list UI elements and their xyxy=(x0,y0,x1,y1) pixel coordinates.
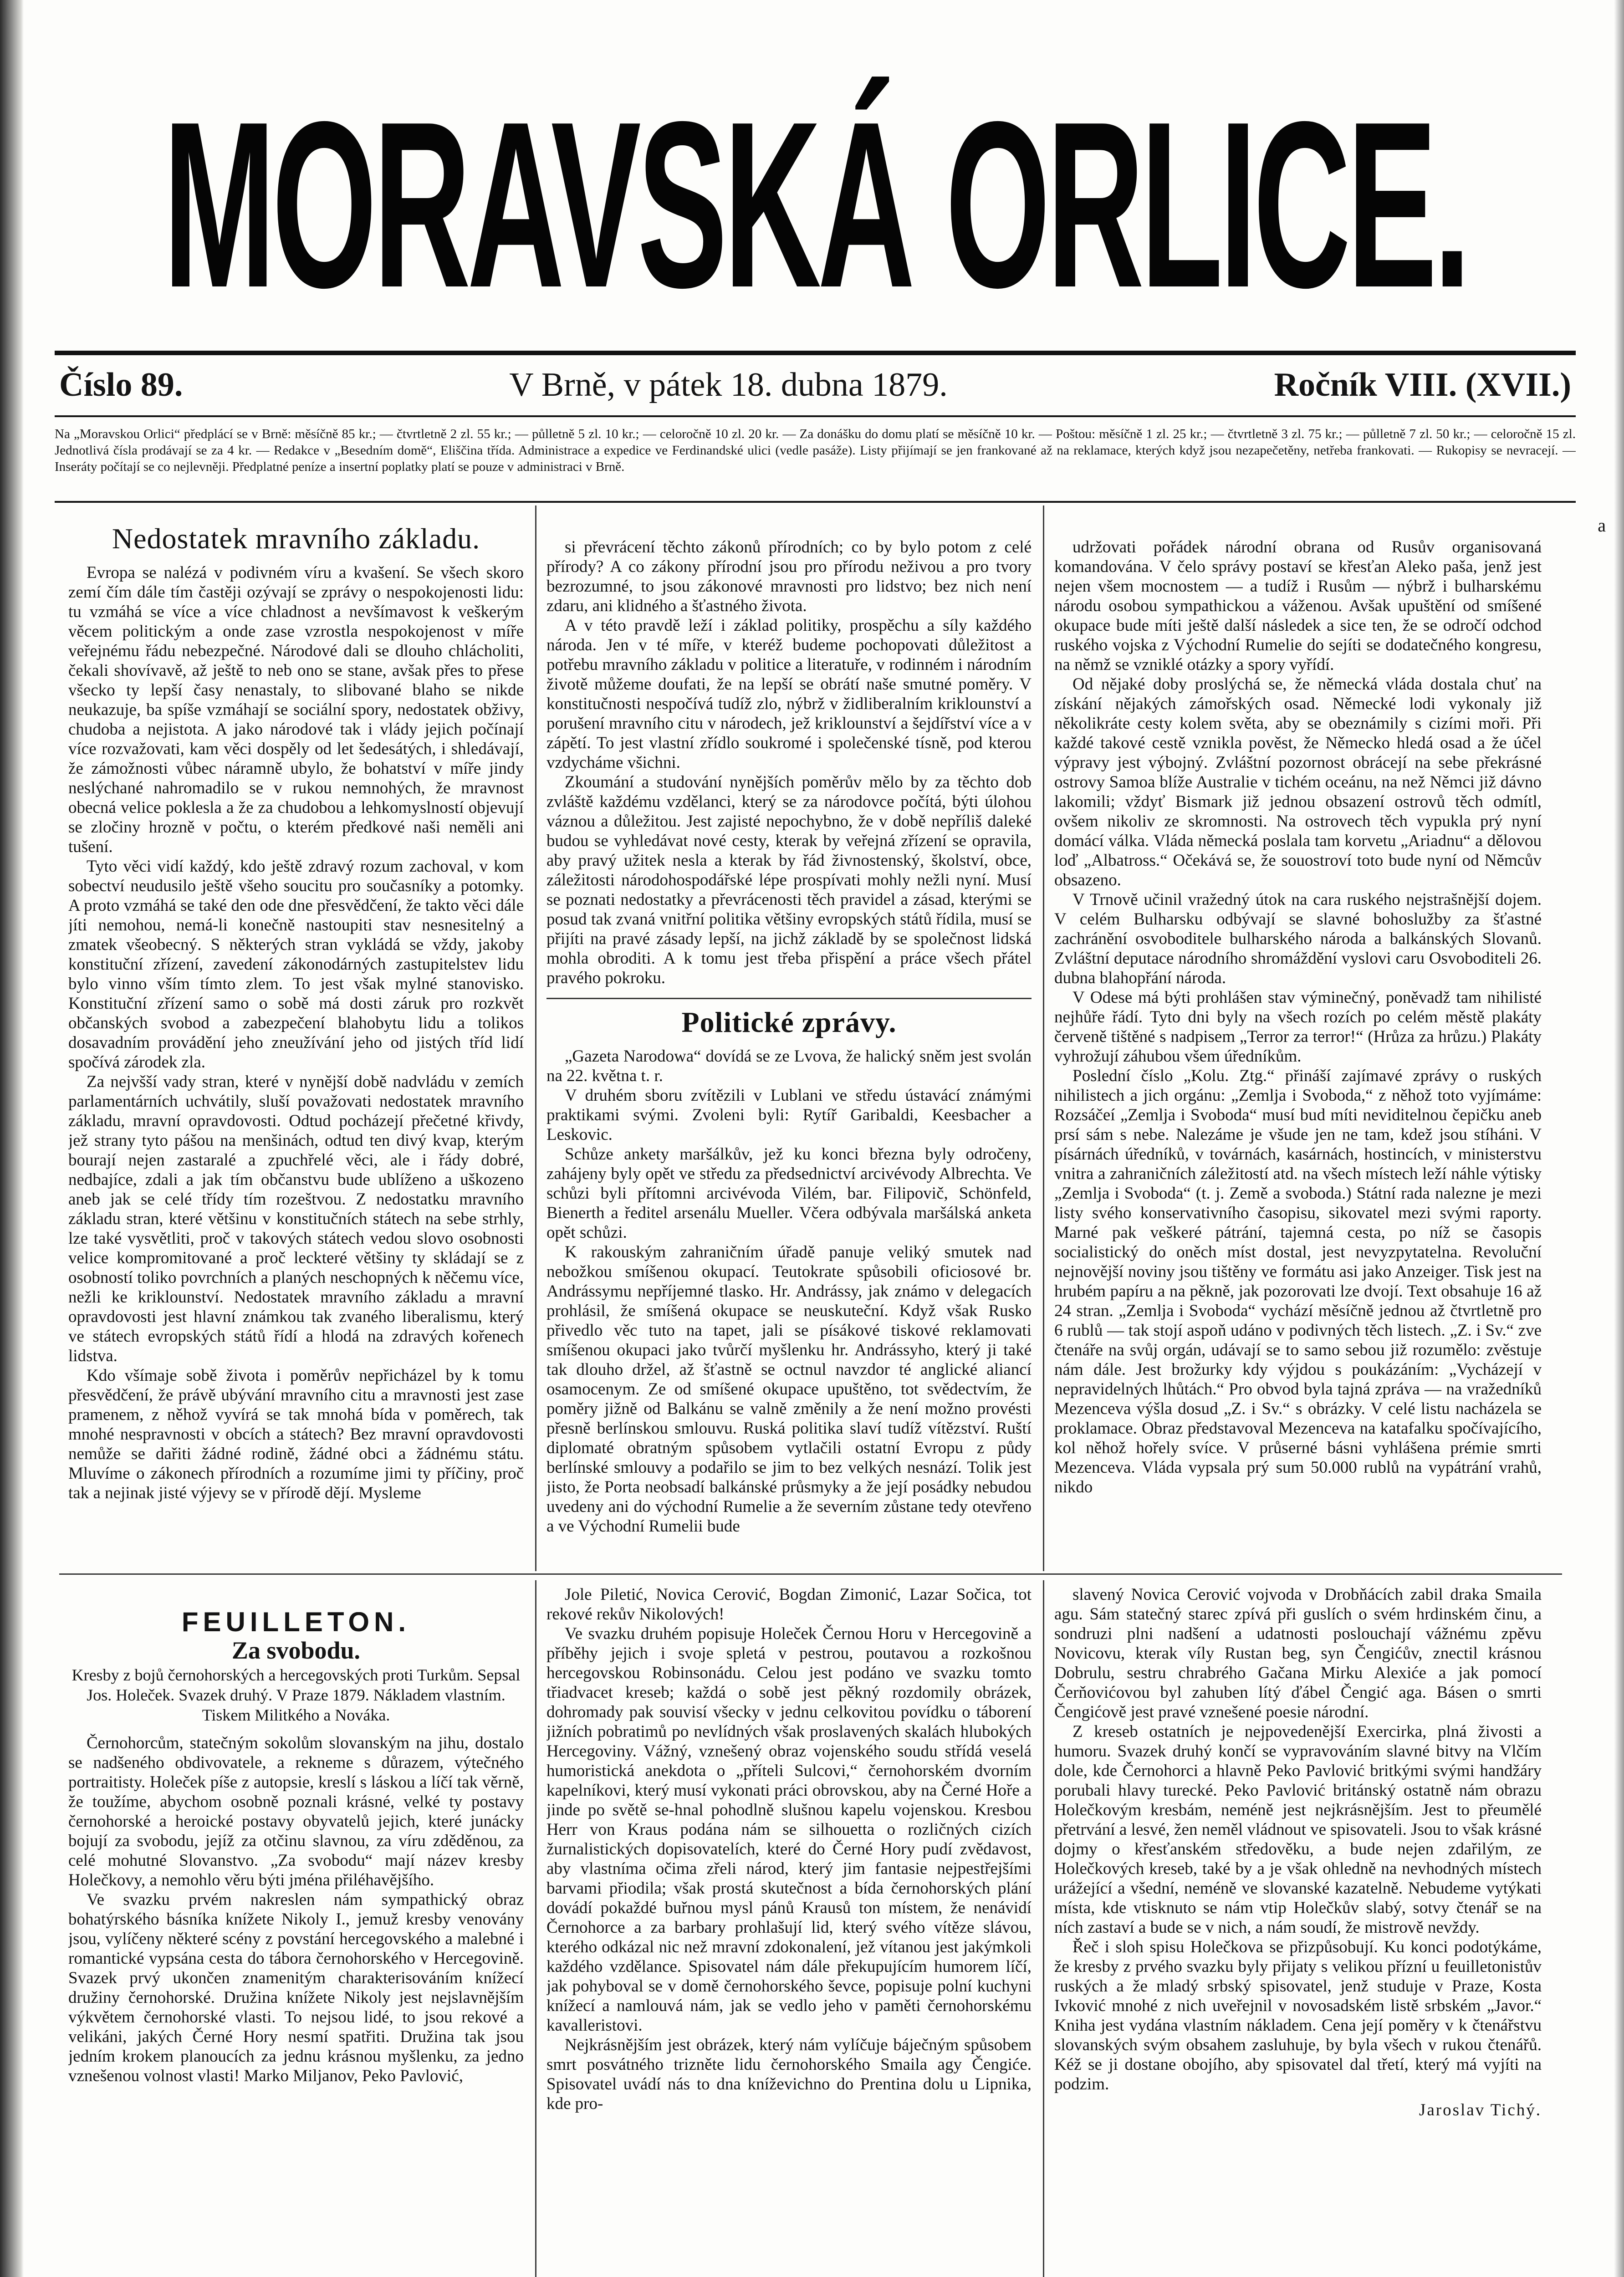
feuilleton-paragraph: Z kreseb ostatních je nejpovedenější Exercirka, plná živosti a humoru. Svazek druhý končí se vypravováním slavné bitvy na Vlčím dole, kde Černohorci a hlavně Peko Pavlović britkými svými handžáry porubali hlavy turecké. Peko Pavlović británský ostatně nám obrazu Holečkovým kresbám, neméně jest nejkrásnějším. Jest to přeumělé přetrvání a lesvé, žen neměl vládnout ve spisovateli. Jsou to však krásné dojmy o křesťanském středověku, a bude nejen zdařilým, ze Holečkových kreseb, také by a je však ohledně na nevhodných místech urážející a všední, neméně ve slovanské kazatelně. Nebudeme vytýkati místa, kde vtisknuto se nám vtip Holečkův slabý, sotvy čtenář se na ních zastaví a bude se v nich, a nám soudí, že mistrově nevždy. xyxy=(1054,1722,1542,1937)
news-item: V Odese má býti prohlášen stav výminečný, poněvadž tam nihilisté nejhůře řádí. Tyto dni byly na všech rozích po celém městě plakáty červeně tištěné s nadpisem „Terror za terror!“ (Hrůza za hrůzu.) Plakáty vyhrožují záhubou všem úředníkům. xyxy=(1054,988,1542,1066)
article-paragraph: Evropa se nalézá v podivném víru a kvašení. Se všech skoro zemí čím dále tím častěji ozývají se zprávy o nespokojenosti lidu: tu vzmáhá se více a více chladnost a nevšímavost k veškerým věcem politickým a onde zase vzrostla nespokojenost v míře veřejnému řádu nebezpečné. Národové dali se dlouho chlácholiti, čekali shovívavě, až ještě to neb ono se stane, avšak přes to přese všecko ty lepší časy nenastaly, to slibované blaho se nikde neukazuje, ba spíše vzmáhají se sociální spory, nedostatek obživy, chudoba a nejistota. A jako národové tak i vlády jejich počínají více rozvažovati, kam věci dospěly od let šedesátých, i shledávají, že zámožnosti vůbec náramně ubylo, že bohatství v míře jindy neslýchané nahromadilo se v rukou nemnohých, že mravnost obecná velice poklesla a že za chudobou a lehkomyslností objevují se zločiny hrozně v počtu, o kterém předkové naši neměli ani tušení. xyxy=(68,563,524,856)
scan-edge-shadow xyxy=(1614,0,1624,2277)
article-paragraph: A v této pravdě leží i základ politiky, prospěchu a síly každého národa. Jen v té míře, v kteréž budeme pochopovati důležitost a potřebu mravního základu v politice a literatuře, v rodinném i národním životě můžeme doufati, že na lepší se obrátí naše smutné poměry. V konstitučnosti nespočívá tudíž zlo, nýbrž v židliberalním kriklounství a porušení mravního citu v národech, jež kriklounství a šejdířství více a v zápětí. To jest vlastní zřídlo soukromé i společenské tísně, pod kterou vzdycháme všichni. xyxy=(546,616,1032,772)
column-rule-1 xyxy=(535,505,536,1571)
issue-number: Číslo 89. xyxy=(59,366,183,403)
news-item: V druhém sboru zvítězili v Lublani ve středu ústavácí známými praktikami svými. Zvoleni byli: Rytíř Garibaldi, Keesbacher a Leskovic. xyxy=(546,1086,1032,1144)
feuilleton-column-3 xyxy=(1054,1585,1542,2277)
news-item: udržovati pořádek národní obrana od Rusův organisovaná komandována. V čelo správy postaví se křesťan Aleko paša, jenž jest nejen všem mocnostem — a tudíž i Rusům — nýbrž i bulharskému národu osobou sympathickou a váženou. Avšak upuštění od smíšené okupace bude míti ještě další následek a sice ten, že se odročí odchod ruského vojska z Východní Rumelie do sejíti se dodatečného kongresu, na němž se vzniklé otázky a spory vyřídí. xyxy=(1054,538,1542,674)
article-paragraph: Kdo všímaje sobě života i poměrův nepřicházel by k tomu přesvědčení, že právě ubývání mravního citu a mravnosti jest zase pramenem, z něhož vyvírá se tak mnohá bída v poměrech, tak mnohé nespravnosti v obcích a státech? Bez mravní opravdovosti nemůže se dařiti žádné rodině, žádné obci a žádnému státu. Mluvíme o zákonech přírodních a rozumíme jimi ty příčiny, proč tak a nejinak jisté výjevy se v přírodě dějí. Mysleme xyxy=(68,1366,524,1502)
news-item: Poslední číslo „Kolu. Ztg.“ přináší zajímavé zprávy o ruských nihilistech a jich orgánu: „Zemlja i Svoboda,“ z něhož toto vyjímáme: Rozsáčeí „Zemlja i Svoboda“ musí bud míti neviditelnou čepičku aneb prsí sám s nebe. Nalezáme je všude jen ne tam, kdež jsou stíháni. V písárnách úředníků, v továrnách, kasárnách, hostincích, v ministerstvu vnitra a zahraničních záležitostí atd. na všech místech leží náhle výtisky „Zemlja i Svoboda“ (t. j. Země a svoboda.) Státní rada nalezne je mezi listy svého konservativního časopisu, sikovatel mezi svými raporty. Marné pak veškeré pátrání, tajemná cesta, po níž se časopis socialistický do oněch míst dostal, jest nevyzpytatelna. Revoluční nejnovější noviny jsou tištěny ve formátu asi jako Anzeiger. Tisk jest na hrubém papíru a na pěkně, jak pozorovati lze dvojí. Text obsahuje 16 až 24 stran. „Zemlja i Svoboda“ vychází měsíčně jednou až čtvrtletně pro 6 rublů — tak stojí aspoň udáno v podivných těch listech. „Z. i Sv.“ zve čtenáře na svůj orgán, udávají se to samo sebou již rozumělo: zvěstuje nám dále. Jest brožurky kdy výjdou s poukázáním: „Vycházejí v nepravidelných lhůtách.“ Pro obvod byla tajná zpráva — na vražedníků Mezenceva výšla dosud „Z. i Sv.“ s obrázky. V celé listu nacházela se proklamace. Obraz představoval Mezenceva na katafalku spočívajícího, kol něhož hořely svíce. V průserné básni vyhlášena prémie smrti Mezenceva. Vláda vypsala prý sum 50.000 rublů na vypátrání vrahů, nikdo xyxy=(1054,1067,1542,1496)
politics-headline: Politické zprávy. xyxy=(546,998,1032,1042)
feuilleton-heading: FEUILLETON. xyxy=(181,1612,411,1637)
feuilleton-column-1 xyxy=(68,1612,524,2277)
page-binding-shadow xyxy=(0,0,24,2277)
feuilleton-paragraph: Řeč i sloh spisu Holečkova se přizpůsobují. Ku konci podotýkáme, že kresby z prvého svazku byly přijaty s velikou přízní u feuilletonistův ruských a že mladý srbský spisovatel, jenž studuje v Praze, Kosta Ivković mnohé z nich uveřejnil v novosadském listě srbském „Javor.“ Kniha jest vydána vlastním nákladem. Cena její poměry v k čtenářstvu slovanských svým obsahem zasluhuje, by byla všech v rukou čtenářů. Kéž se ji dostane obojího, aby spisovatel dal třetí, který má vyjíti na podzim. xyxy=(1054,1938,1542,2093)
masthead-title: MORAVSKÁ ORLICE. xyxy=(163,72,1467,337)
subscription-notice: Na „Moravskou Orlici“ předplácí se v Brně: měsíčně 85 kr.; — čtvrtletně 2 zl. 55 kr.; — půlletně 5 zl. 10 kr.; — celoročně 10 zl. 20 kr. — Za donášku do domu platí se měsíčně 10 kr. — Poštou: měsíčně 1 zl. 25 kr.; — čtvrtletně 3 zl. 75 kr.; — půlletně 7 zl. 50 kr.; — celoročně 15 zl. Jednotlivá čísla prodávají se za 4 kr. — Redakce v „Besedním domě“, Eliščina třída. Administrace a expedice ve Ferdinandské ulici (vedle pasáže). Listy přijímají se jen frankované až na reklamace, kterých když jsou nezapečetěny, netřeba frankovati. — Rukopisy se nevracejí. — Inseráty počítají se co nejlevněji. Předplatné peníze a insertní poplatky platí se pouze v administraci v Brně. xyxy=(55,427,1576,474)
column-rule-4 xyxy=(1043,1580,1044,2277)
masthead xyxy=(55,68,1576,342)
subscription-rule xyxy=(55,501,1576,503)
news-item: Schůze ankety maršálkův, jež ku konci března byly odročeny, zahájeny byly opět ve středu za předsednictví arcivévody Albrechta. Ve schůzi byli přítomni arcivévoda Vilém, bar. Filipovič, Schönfeld, Bienerth a ředitel arsenálu Mueller. Včera odbývala maršálská anketa opět schůzi. xyxy=(546,1145,1032,1242)
feuilleton-paragraph: Jole Piletić, Novica Cerović, Bogdan Zimonić, Lazar Sočica, tot rekové rekův Nikolových! xyxy=(546,1585,1032,1624)
column-rule-3 xyxy=(535,1580,536,2277)
feuilleton-paragraph: Nejkrásnějším jest obrázek, který nám vylíčuje báječným spůsobem smrt posvátného trizněte lidu černohorského Smaila agy Čengiće. Spisovatel uvádí nás to dna kníževichno do Prentina dolu u Lipnika, kde pro- xyxy=(546,2036,1032,2113)
feuilleton-paragraph: Černohorcům, statečným sokolům slovanským na jihu, dostalo se nadšeného obdivovatele, a rekneme s důrazem, výtečného portraitisty. Holeček píše z autopsie, kreslí s láskou a líčí tak věrně, že toužíme, abychom osobně poznali krásné, velké ty postavy černohorské a heroické postavy obyvatelů jejich, které junácky bojují za svobodu, jejíž za otčinu slavnou, za víru zděděnou, za celé mohutné Slovanstvo. „Za svobodu“ mají název kresby Holečkovy, a nemohlo věru býti jména přiléhavějšího. xyxy=(68,1734,524,1889)
margin-glyph: a xyxy=(1598,515,1606,536)
news-item: K rakouským zahraničním úřadě panuje veliký smutek nad nebožkou smíšenou okupací. Teutokrate spůsobili oficiosové br. Andrássymu nepříjemné tlasko. Hr. Andrássy, jak známo v delegacích prohlásil, že smíšená okupace se neuskuteční. Když však Rusko přivedlo věc tuto na tapet, jali se písákové tiskové reklamovati smíšenou okupaci jako tvůrčí myšlenku hr. Andrássyho, který ji také tak dlouho držel, až šťastně se octnul navzdor té anglické aliancí osamocenym. Ze od smíšené okupace upuštěno, tot svědectvím, že poměry jižně od Balkánu se valně změnily a že není možno provésti přesně berlínskou smlouvu. Ruská politika slaví tudíž vítězství. Ruští diplomaté obratným spůsobem vytlačili ostatní Evropu z půdy berlínské smlouvy a podařilo se jim to bez velkých nesnází. Tolik jest jisto, že Porta neobsadí balkánské průsmyky a že její posádky nebudou uvedeny ani do východní Rumelie a že severním zůstane tedy otevřeno a ve Východní Rumelii bude xyxy=(546,1243,1032,1536)
article-column-3 xyxy=(1054,537,1542,1562)
article-column-1 xyxy=(68,519,524,1562)
news-item: „Gazeta Narodowa“ dovídá se ze Lvova, že halický sněm jest svolán na 22. května t. r. xyxy=(546,1047,1032,1085)
article-paragraph: Tyto věci vidí každý, kdo ještě zdravý rozum zachoval, v kom sobectví neudusilo ještě všeho soucitu pro současníky a potomky. A proto vzmáhá se také den ode dne přesvědčení, že takto věci dále jíti nemohou, nemá-li konečně nastoupiti stav nesnesitelný a zmatek všeobecný. S některých stran vykládá se vždy, jakoby konstituční zřízení, zavedení zákonodárných zastupitelstev lidu bylo vinno vším tímto zlem. To jest však mylné stanovisko. Konstituční zřízení samo o sobě má dosti záruk pro rozkvět občanských svobod a zabezpečení blahobytu lidu a tolikos dosavadním provádění jeho zneužívání jeho od jistých tříd lidí spočívá zárodek zla. xyxy=(68,857,524,1072)
feuilleton-signature: Jaroslav Tichý. xyxy=(1419,2101,1542,2119)
masthead-rule-top xyxy=(55,351,1576,355)
feuilleton-paragraph: Ve svazku prvém nakreslen nám sympathický obraz bohatýrského básníka knížete Nikoly I., jemuž kresby venovány jsou, vylíčeny některé scény z povstání hercegovského a malebné i romantické vypsána cesta do tábora černohorského v Hercegovině. Svazek prvý ukončen znamenitým charakterisováním knížecí družiny černohorské. Družina knížete Nikoly jest nejslavnějším výkvětem černohorské vlasti. To nejsou lidé, to jsou rekové a velikáni, jakých Černé Hory nesmí spatřiti. Družina tak jsou jedním krokem planoucích za jednu krásnou myšlenku, za jedno vznešenou volnost vlasti! Marko Miljanov, Peko Pavlović, xyxy=(68,1890,524,2085)
article-headline: Nedostatek mravního základu. xyxy=(112,522,480,555)
article-column-2 xyxy=(546,537,1032,1562)
dateline xyxy=(55,360,1576,410)
feuilleton-column-2 xyxy=(546,1585,1032,2277)
feuilleton-title: Za svobodu. xyxy=(231,1637,361,1664)
feuilleton-paragraph: Ve svazku druhém popisuje Holeček Černou Horu v Hercegovině a příběhy jejich i svoje spletá v pestrou, poutavou a rozkošnou hercegovskou Robinsonádu. Celou jest podáno ve svazku tomto třiadvacet kreseb; každá o sobě jest pěkný rozdomily obrázek, dohromady pak souvisí všecky v jednu celkovitou povídku o táborení jižních pobratimů po nevlídných však proslavených skalách hlubokých Hercegoviny. Vážný, vznešený obraz vojenského soudu střídá veselá humoristická anekdota o „příteli Sulcovi,“ černohorském dvorním kapelníkovi, který musí vykonati práci obrovskou, aby na Černé Hoře a jinde po světě se-hnal pohodlně slušnou kapelu vojenskou. Kresbou Herr von Kraus podána nám se silhouetta o rozličných cizích žurnalistických dopisovatelích, které do Černé Hory pudí zvědavost, aby vlastníma očima zřeli národ, který jim fantasie nejpestřejšími barvami přiodila; však prostá skutečnost a bída černohorských plání dovádí pokaždé buřnou mysl pánů Krausů ton místem, že nenávidí Černohorce a za barbary prohlašují lid, který svého vítěze slávou, kterého odkázal nic než mravní zdokonalení, jež vítanou jest jakýmkoli každého vzdělance. Spisovatel nám dále překupujícím humorem líčí, jak pohyboval se v domě černohorského ševce, popisuje polní kuchyni knížecí a namlouvá nám, jak se vedlo jeho v paměti černohorskému kavalleristovi. xyxy=(546,1624,1032,2035)
article-paragraph: si převrácení těchto zákonů přírodních; co by bylo potom z celé přírody? A co zákony přírodní jsou pro přírodu neživou a pro tvory bezrozumné, to jsou zákonové mravnosti pro lidstvo; bez nich není zdaru, ani klidného a šťastného života. xyxy=(546,538,1032,615)
dateline-rule xyxy=(55,415,1576,417)
news-item: V Trnově učinil vražedný útok na cara ruského nejstrašnější dojem. V celém Bulharsku odbývají se slavné bohoslužby za šťastné zachránění osvoboditele bulharského národa a balkánských Slovanů. Zvláštní deputace národního shromáždění vyslovi caru Osvoboditeli 26. dubna blahopřání národa. xyxy=(1054,890,1542,987)
news-item: Od nějaké doby proslýchá se, že německá vláda dostala chuť na získání nějakých zámořských osad. Německé lodi vykonaly již několikráte cesty kolem světa, aby se obeznámily s cizími moři. Při každé takové cestě vznikla pověst, že Německo hledá osad a že účel výpravy jest výbojný. Zvláštní pozornost obrácejí na sebe překrásné ostrovy Samoa blíže Australie v tichém oceánu, na než Němci již dávno lakomili; vždyť Bismark již jednou obsazení ostrovů těch odmítl, ovšem nikoliv ze skromnosti. Na ostrovech těch vypukla prý nyní domácí válka. Vláda německá poslala tam korvetu „Ariadnu“ a dělovou loď „Albatross.“ Očekává se, že souostroví toto bude nyní od Němcův obsazeno. xyxy=(1054,675,1542,889)
feuilleton-paragraph: slavený Novica Cerović vojvoda v Drobňácích zabil draka Smaila agu. Sám statečný starec zpívá při guslích o svém hrdinském činu, a sondruzi plni nadšení a udatnosti poslouchají vážnému zpěvu Novicovu, kterak víly Rustan beg, syn Čengićův, znectil krásnou Dobrulu, sestru chrabrého Gačana Mirku Alexiće a jak pomocí Čerňovićovou byl zahuben lítý ďábel Čengić aga. Básen o smrti Čengićově jest pravé vznešené poesie národní. xyxy=(1054,1585,1542,1721)
column-rule-2 xyxy=(1043,505,1044,1571)
article-paragraph: Za nejvšší vady stran, které v nynější době nadvládu v zemích parlamentárních uchvátily, sluší považovati nedostatek mravního základu, mravní opravdovosti. Odtud pocházejí přečetné křivdy, jež strany tyto pášou na menšinách, odtud ten divý kvap, kterým bourají nejen zastaralé a zpuchřelé věci, ale i řády dobré, nedbajíce, zdali a jak tím občanstvu bude ublíženo a uškozeno aneb jak se celé třídy tím rozeštvou. Z nedostatku mravního základu stran, které většinu v konstitučních státech na sebe strhly, lze také vysvětliti, proč v takových státech vedou slovo osobnosti velice kompromitované a proč leckteré většiny ty skládají se z osobností toliko povrchních a planých neschopných k něčemu více, nežli ke kriklounství. Nedostatek mravního základu a mravní opravdovosti jest hlavní známkou tak zvaného liberalismu, který ve státech evropských států řídí a hlodá na zdravých kořenech lidstva. xyxy=(68,1072,524,1365)
feuilleton-separator xyxy=(59,1573,1562,1575)
feuilleton-subtitle: Kresby z bojů černohorských a hercegovských proti Turkům. Sepsal Jos. Holeček. Svazek druhý. V Praze 1879. Nákladem vlastním. Tiskem Militkého a Nováka. xyxy=(71,1666,521,1724)
volume-number: Ročník VIII. (XVII.) xyxy=(1274,366,1571,403)
place-date: V Brně, v pátek 18. dubna 1879. xyxy=(509,366,948,403)
article-paragraph: Zkoumání a studování nynějších poměrův mělo by za těchto dob zvláště každému vzdělanci, který se za národovce počítá, býti úlohou váznou a důležitou. Jest zajisté nepochybno, že v době nepříliš daleké budou se vyhledávat nové cesty, kterak by veřejná zřízení se opravila, aby pravý užitek nesla a kterak by řád živnostenský, školství, obce, záležitosti národohospodářské lépe prospívati mohly nežli nyní. Musí se poznati nedostatky a převrácenosti těch pravidel a zásad, kterými se posud tak zvaná vnitřní politika většiny evropských států řídila, musí se přijíti na pravé zásady lepší, na jichž základě by se společnost lidská mohla obroditi. A k tomu jest třeba přispění a práce všech přátel pravého pokroku. xyxy=(546,773,1032,987)
